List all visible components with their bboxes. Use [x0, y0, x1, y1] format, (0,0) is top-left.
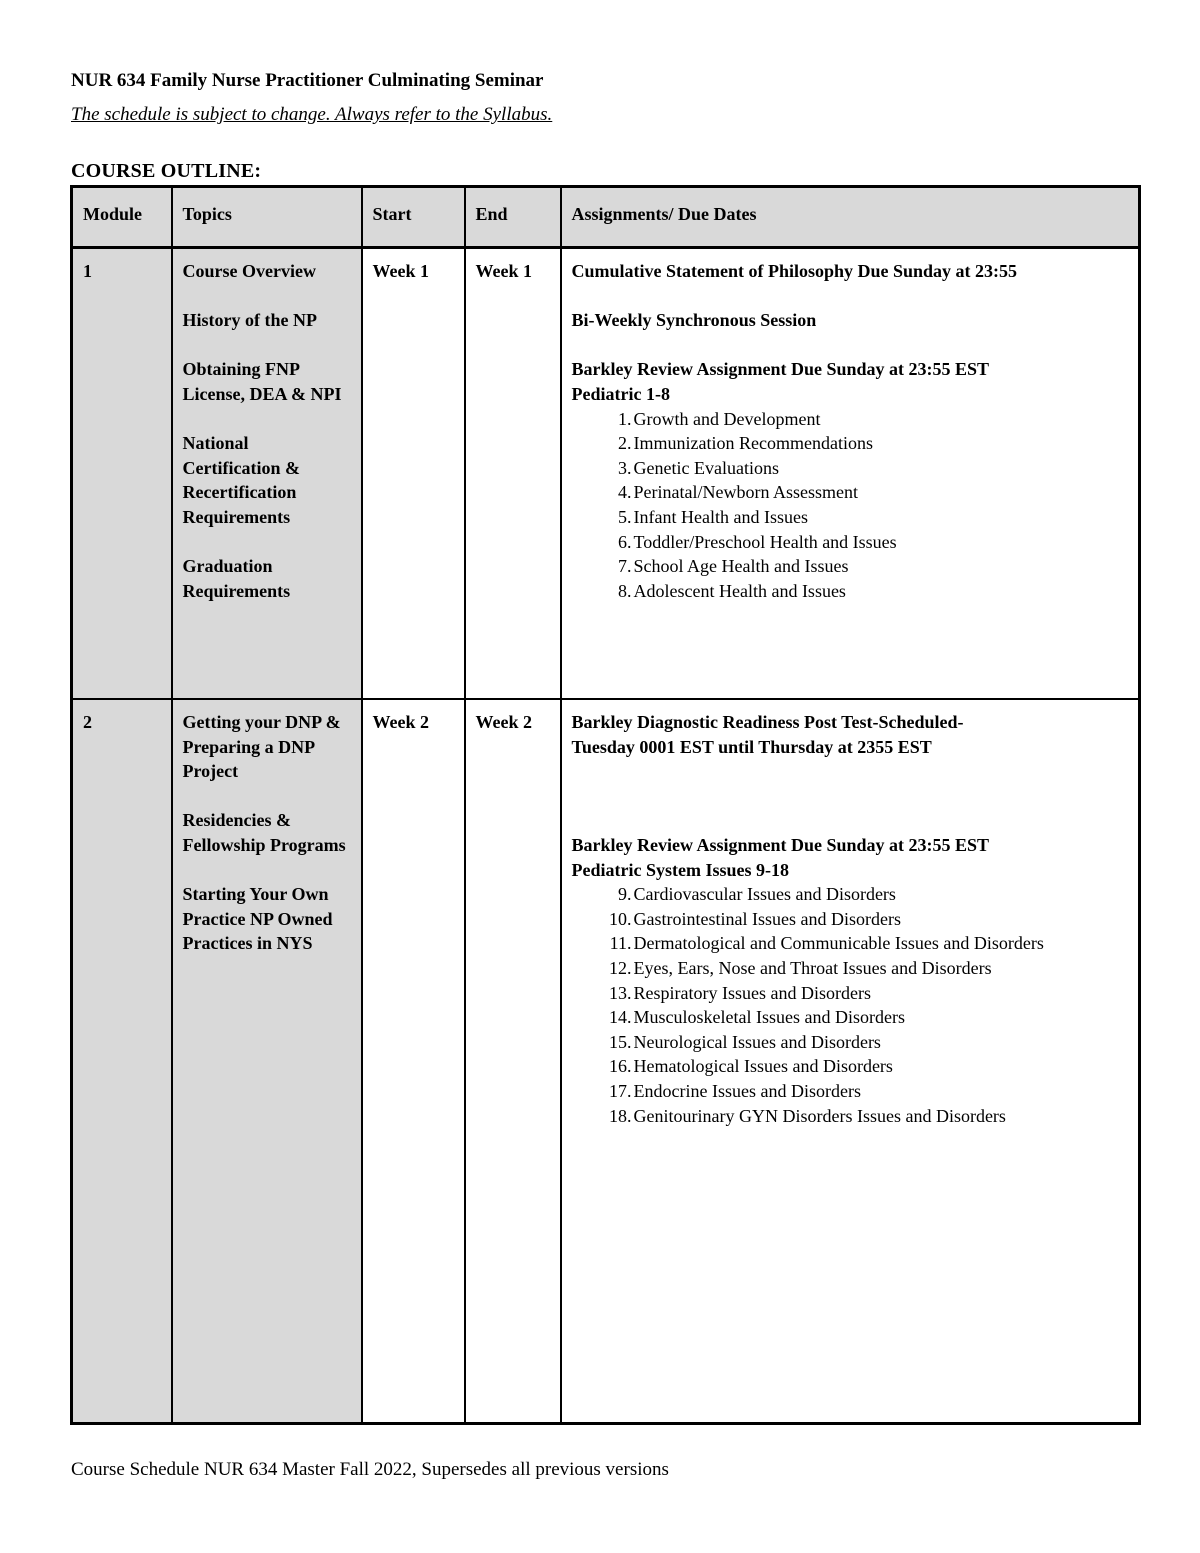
list-item: 14. Musculoskeletal Issues and Disorders — [609, 1007, 905, 1028]
schedule-disclaimer: The schedule is subject to change. Always refer to the Syllabus. — [71, 104, 553, 125]
topic-item: Obtaining FNP License, DEA & NPI — [182, 359, 342, 404]
assignment-pediatric-range: Pediatric 1-8 — [571, 383, 670, 404]
module-cell: 1 — [72, 248, 172, 700]
header-assignments: Assignments/ Due Dates — [561, 187, 1140, 248]
assignment-post-test: Barkley Diagnostic Readiness Post Test-Scheduled- — [571, 712, 964, 732]
assignment-barkley-review: Barkley Review Assignment Due Sunday at 23:55 EST — [571, 834, 990, 855]
pediatric-topic-list — [572, 407, 1129, 604]
header-topics: Topics — [172, 187, 362, 248]
list-item: 3. Genetic Evaluations — [618, 457, 779, 478]
start-cell: Week 1 — [362, 248, 465, 700]
list-item: 5. Infant Health and Issues — [618, 506, 808, 527]
topic-item: Course Overview — [182, 261, 316, 281]
header-end: End — [465, 187, 561, 248]
assignments-cell — [561, 699, 1140, 1424]
list-item: 16. Hematological Issues and Disorders — [609, 1056, 893, 1077]
header-module: Module — [72, 187, 172, 248]
assignment-philosophy: Cumulative Statement of Philosophy Due Sunday at 23:55 — [571, 261, 1018, 281]
list-item: 2. Immunization Recommendations — [618, 433, 873, 454]
list-item: 17. Endocrine Issues and Disorders — [609, 1080, 861, 1101]
assignment-post-test-window: Tuesday 0001 EST until Thursday at 2355 EST — [571, 736, 932, 757]
list-item: 15. Neurological Issues and Disorders — [609, 1031, 881, 1052]
topic-item: Graduation Requirements — [182, 556, 291, 601]
list-item: 8. Adolescent Health and Issues — [618, 580, 846, 601]
document-title: NUR 634 Family Nurse Practitioner Culminating Seminar — [71, 70, 544, 91]
pediatric-system-list — [572, 882, 1129, 1128]
topics-cell — [172, 699, 362, 1424]
assignments-cell — [561, 248, 1140, 700]
topic-item: Residencies & Fellowship Programs — [182, 810, 346, 855]
table-row — [72, 248, 1140, 700]
table-row — [72, 699, 1140, 1424]
list-item: 4. Perinatal/Newborn Assessment — [618, 482, 858, 503]
topics-cell — [172, 248, 362, 700]
topic-item: National Certification & Recertification Requirements — [182, 433, 300, 527]
list-item: 18. Genitourinary GYN Disorders Issues and Disorders — [609, 1105, 1006, 1126]
section-heading: COURSE OUTLINE: — [71, 160, 262, 182]
list-item: 10. Gastrointestinal Issues and Disorders — [609, 908, 901, 929]
list-item: 13. Respiratory Issues and Disorders — [609, 982, 871, 1003]
topic-item: Getting your DNP & Preparing a DNP Project — [182, 712, 341, 782]
list-item: 12. Eyes, Ears, Nose and Throat Issues and Disorders — [609, 957, 992, 978]
list-item: 7. School Age Health and Issues — [618, 556, 849, 577]
list-item: 6. Toddler/Preschool Health and Issues — [618, 531, 897, 552]
assignment-synchronous-session: Bi-Weekly Synchronous Session — [571, 310, 817, 331]
end-cell: Week 1 — [465, 248, 561, 700]
end-cell: Week 2 — [465, 699, 561, 1424]
topic-item: History of the NP — [182, 310, 317, 331]
assignment-pediatric-range: Pediatric System Issues 9-18 — [571, 859, 789, 880]
list-item: 9. Cardiovascular Issues and Disorders — [618, 884, 896, 905]
page-footer: Course Schedule NUR 634 Master Fall 2022, Supersedes all previous versions — [71, 1459, 669, 1480]
list-item: 11. Dermatological and Communicable Issues and Disorders — [609, 933, 1044, 954]
module-cell: 2 — [72, 699, 172, 1424]
start-cell: Week 2 — [362, 699, 465, 1424]
topic-item: Starting Your Own Practice NP Owned Practices in NYS — [182, 884, 333, 954]
course-outline-table — [70, 185, 1141, 1425]
header-start: Start — [362, 187, 465, 248]
list-item: 1. Growth and Development — [618, 408, 821, 429]
table-header-row — [72, 187, 1140, 248]
assignment-barkley-review: Barkley Review Assignment Due Sunday at 23:55 EST — [571, 359, 990, 380]
